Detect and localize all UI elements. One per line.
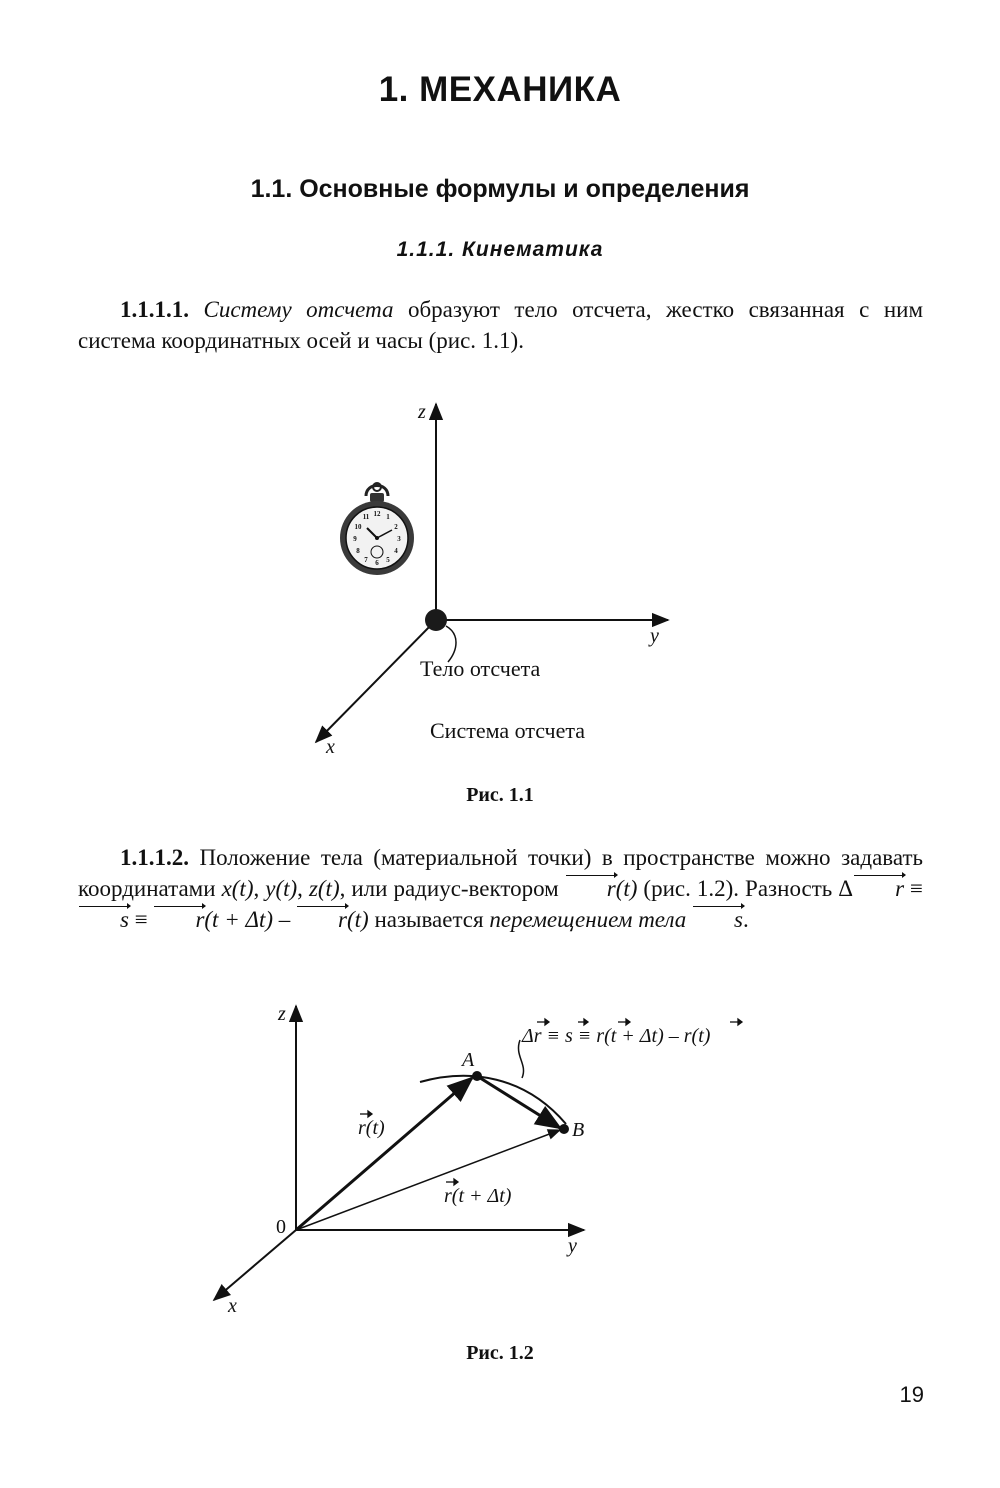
chapter-title: 1. МЕХАНИКА <box>378 70 622 109</box>
svg-text:3: 3 <box>397 535 401 543</box>
x-axis <box>214 1230 296 1300</box>
svg-text:5: 5 <box>386 556 390 564</box>
paragraph-1-1-1-1 <box>78 294 923 356</box>
radius-vector-arg: (t) <box>615 876 638 901</box>
vec-r-3: r <box>296 904 347 935</box>
svg-text:9: 9 <box>353 535 357 543</box>
figure-1-2 <box>0 990 1000 1320</box>
coord-x: x(t) <box>221 876 254 901</box>
paragraph-text-line2c: (рис. 1.2). <box>637 876 740 901</box>
paragraph-text-line2a: задавать координатами <box>78 845 923 901</box>
svg-text:8: 8 <box>356 547 360 555</box>
point-b <box>559 1124 569 1134</box>
coord-y: y(t) <box>265 876 298 901</box>
paragraph-text-line2b: , или радиус-вектором <box>339 876 565 901</box>
system-label: Система отсчета <box>430 718 586 743</box>
pocket-watch-icon <box>340 483 414 575</box>
label-r-t: r(t) <box>358 1117 385 1139</box>
label-displacement: Δr ≡ s ≡ r(t + Δt) – r(t) <box>522 1025 711 1047</box>
point-a-label: A <box>462 1049 475 1071</box>
section-title: 1.1. Основные формулы и определения <box>250 175 750 203</box>
origin-label: 0 <box>276 1216 286 1238</box>
term-displacement: перемещением тела <box>489 907 692 932</box>
vec-r-2: r <box>153 904 204 935</box>
svg-text:12: 12 <box>373 510 381 518</box>
vector-r-t <box>296 1078 472 1230</box>
point-a <box>472 1071 482 1081</box>
axis-x-label: x <box>228 1295 237 1317</box>
figure-1-1-caption: Рис. 1.1 <box>466 784 534 806</box>
paragraph-text-line3b: называется <box>368 907 490 932</box>
vector-r-t-dt <box>296 1130 560 1230</box>
paragraph-number: 1.1.1.2. <box>120 845 189 870</box>
coord-z: z(t) <box>308 876 340 901</box>
figure-1-1 <box>0 380 1000 780</box>
svg-text:7: 7 <box>364 556 368 564</box>
axis-y-label: y <box>568 1235 577 1257</box>
paragraph-1-1-1-2: 1.1.1.2. Положение тела (материальной точки) в пространстве можно задавать координатами x(t), y(t), z(t), или радиус-вектором r(t) (рис. 1.2). Разность Δ r ≡ s ≡ r(t + Δt) – r(t) называется перемещением тела s. <box>78 842 923 935</box>
body-label: Тело отсчета <box>420 656 541 681</box>
svg-text:2: 2 <box>394 523 398 531</box>
vec-r-1: r <box>853 873 904 904</box>
subsection-title: 1.1.1. Кинематика <box>396 238 604 261</box>
radius-vector-symbol: r <box>565 873 616 904</box>
vec-s-1: s <box>78 904 129 935</box>
svg-text:6: 6 <box>375 559 379 567</box>
label-r-t-dt: r(t + Δt) <box>444 1185 512 1207</box>
paragraph-text: образуют тело отсчета, жестко связанная с ним система координатных осей и часы (рис. 1.1). <box>78 297 924 353</box>
svg-text:11: 11 <box>362 513 370 521</box>
vector-displacement <box>477 1076 560 1128</box>
svg-text:4: 4 <box>394 547 398 555</box>
axis-y-label: y <box>650 625 659 647</box>
paragraph-number: 1.1.1.1. <box>120 297 189 322</box>
axis-z-label: z <box>278 1003 286 1025</box>
paragraph-text-line3a: Разность Δ <box>745 876 854 901</box>
page-number: 19 <box>899 1382 924 1407</box>
axis-z-label: z <box>418 401 426 423</box>
term-reference-system: Систему отсчета <box>203 297 394 322</box>
x-axis <box>316 620 436 742</box>
svg-text:1: 1 <box>386 513 390 521</box>
figure-1-2-caption: Рис. 1.2 <box>466 1342 534 1364</box>
point-b-label: B <box>572 1119 585 1141</box>
paragraph-text-line1: Положение тела (материальной точки) в пространстве можно <box>189 845 831 870</box>
reference-body <box>425 609 447 631</box>
svg-text:10: 10 <box>354 523 362 531</box>
vec-s-2: s <box>692 904 743 935</box>
axis-x-label: x <box>326 736 335 758</box>
